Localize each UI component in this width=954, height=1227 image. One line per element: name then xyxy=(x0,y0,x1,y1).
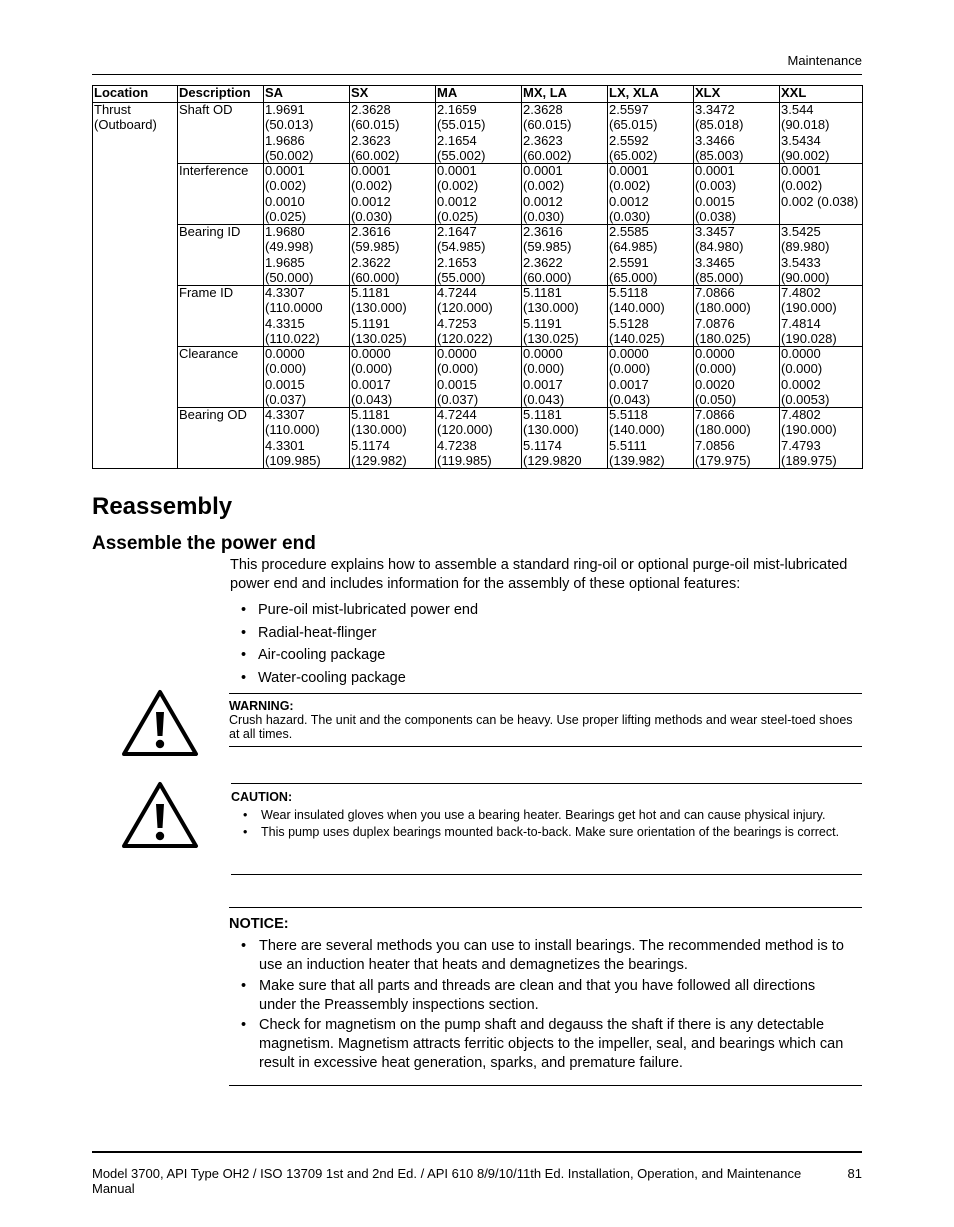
cell-value: 0.0001 xyxy=(265,163,305,178)
cell-value: 7.0876 xyxy=(695,316,735,331)
cell-value: 3.3457 xyxy=(695,224,735,239)
cell-value: (130.000) xyxy=(523,299,579,315)
cell-value: (60.015) xyxy=(351,116,400,132)
value-cell xyxy=(780,286,863,347)
cell-value: (190.000) xyxy=(781,299,837,315)
cell-value: 0.0001 xyxy=(781,163,821,178)
cell-value: 4.3307 xyxy=(265,285,305,300)
value-cell xyxy=(780,225,863,286)
value-cell xyxy=(350,103,436,164)
cell-value: 7.4802 xyxy=(781,407,821,422)
cell-value: (190.028) xyxy=(781,330,837,346)
cell-value: (64.985) xyxy=(609,238,658,254)
cell-value: (0.043) xyxy=(523,391,565,407)
footer-divider xyxy=(92,1151,862,1153)
caution-list xyxy=(231,808,862,839)
cell-value: (130.025) xyxy=(523,330,579,346)
cell-value: 5.5118 xyxy=(609,407,648,422)
cell-value: 3.3465 xyxy=(695,255,735,270)
cell-value: 0.0002 xyxy=(781,377,821,392)
cell-value: 0.0000 xyxy=(437,346,477,361)
cell-value: 2.1659 xyxy=(437,102,477,117)
warning-box xyxy=(229,693,862,747)
cell-value: (110.022) xyxy=(265,330,320,346)
notice-list xyxy=(229,937,862,1073)
list-item: • Water-cooling package xyxy=(230,669,850,688)
cell-value: (120.000) xyxy=(437,299,493,315)
value-cell xyxy=(350,347,436,408)
cell-value: 0.0000 xyxy=(781,346,821,361)
cell-value: 1.9686 xyxy=(265,133,305,148)
cell-value: (54.985) xyxy=(437,238,486,254)
cell-value: (89.980) xyxy=(781,238,830,254)
cell-value: 0.0000 xyxy=(265,346,305,361)
value-cell xyxy=(608,347,694,408)
cell-value: 2.3628 xyxy=(523,102,563,117)
cell-value: 0.0000 xyxy=(695,346,735,361)
cell-value: 2.5591 xyxy=(609,255,649,270)
cell-value: 0.0000 xyxy=(609,346,649,361)
cell-value: (50.013) xyxy=(265,116,314,132)
cell-value: 3.5433 xyxy=(781,255,821,270)
column-header: XXL xyxy=(780,86,863,103)
cell-value: 2.5597 xyxy=(609,102,649,117)
value-cell xyxy=(608,286,694,347)
cell-value: 4.3315 xyxy=(265,316,305,331)
cell-value: (0.002) xyxy=(351,177,393,193)
cell-value: 1.9680 xyxy=(265,224,305,239)
location-text: Thrust xyxy=(94,102,131,117)
value-cell xyxy=(436,347,522,408)
cell-value: 0.0001 xyxy=(437,163,477,178)
cell-value: (0.000) xyxy=(351,360,393,376)
cell-value: (50.002) xyxy=(265,147,314,163)
cell-value: 2.3623 xyxy=(351,133,391,148)
cell-value: (130.000) xyxy=(523,421,579,437)
feature-list xyxy=(230,601,850,688)
cell-value: (0.000) xyxy=(265,360,307,376)
cell-value: (0.043) xyxy=(351,391,393,407)
cell-value: (0.000) xyxy=(781,360,823,376)
cell-value: (0.037) xyxy=(437,391,479,407)
description-cell: Clearance xyxy=(178,347,264,408)
table-header-row xyxy=(93,86,863,103)
value-cell xyxy=(350,225,436,286)
page-number: 81 xyxy=(847,1166,862,1181)
value-cell xyxy=(436,164,522,225)
caution-triangle-icon xyxy=(121,780,199,849)
list-item: • This pump uses duplex bearings mounted back-to-back. Make sure orientation of the bearings is correct. xyxy=(231,825,862,839)
list-item: • Radial-heat-flinger xyxy=(230,624,850,643)
value-cell xyxy=(436,103,522,164)
cell-value: (59.985) xyxy=(351,238,400,254)
location-text: (Outboard) xyxy=(94,116,157,132)
value-cell xyxy=(436,286,522,347)
cell-value: (0.000) xyxy=(609,360,651,376)
cell-value: 4.7244 xyxy=(437,407,477,422)
bearing-fits-table xyxy=(92,85,863,469)
cell-value: (85.000) xyxy=(695,269,744,285)
cell-value: 0.0000 xyxy=(523,346,563,361)
cell-value: 4.7253 xyxy=(437,316,477,331)
cell-value: 3.5425 xyxy=(781,224,821,239)
cell-value: 0.0017 xyxy=(523,377,563,392)
cell-value: (180.025) xyxy=(695,330,751,346)
cell-value: (129.9820 xyxy=(523,452,582,468)
value-cell xyxy=(436,225,522,286)
cell-value: (0.030) xyxy=(351,208,393,224)
cell-value: 5.1191 xyxy=(351,316,390,331)
value-cell xyxy=(694,286,780,347)
cell-value: 5.1181 xyxy=(523,285,562,300)
column-header: SX xyxy=(350,86,436,103)
cell-value: 4.3307 xyxy=(265,407,305,422)
header-divider xyxy=(92,74,862,75)
value-cell xyxy=(264,408,350,469)
cell-value: (110.000) xyxy=(265,421,320,437)
cell-value: 1.9691 xyxy=(265,102,305,117)
description-cell: Bearing ID xyxy=(178,225,264,286)
cell-value: (0.000) xyxy=(523,360,565,376)
cell-value: 4.7244 xyxy=(437,285,477,300)
value-cell xyxy=(522,408,608,469)
cell-value: 2.3622 xyxy=(523,255,563,270)
cell-value: 2.5585 xyxy=(609,224,649,239)
list-item: • Air-cooling package xyxy=(230,646,850,665)
cell-value: 5.5128 xyxy=(609,316,649,331)
cell-value: (140.000) xyxy=(609,299,665,315)
cell-value: (119.985) xyxy=(437,452,492,468)
cell-value: 1.9685 xyxy=(265,255,305,270)
cell-value: (65.015) xyxy=(609,116,658,132)
cell-value: (90.018) xyxy=(781,116,830,132)
value-cell xyxy=(608,408,694,469)
cell-value: 0.0017 xyxy=(351,377,391,392)
cell-value: 2.1653 xyxy=(437,255,477,270)
cell-value: (0.002) xyxy=(437,177,479,193)
cell-value: (55.002) xyxy=(437,147,486,163)
value-cell xyxy=(780,164,863,225)
cell-value: (120.022) xyxy=(437,330,493,346)
cell-value: (0.038) xyxy=(695,208,737,224)
cell-value: 5.5118 xyxy=(609,285,648,300)
notice-label: NOTICE: xyxy=(229,916,289,932)
intro-block xyxy=(230,556,850,691)
cell-value: (60.000) xyxy=(523,269,572,285)
cell-value: (0.030) xyxy=(523,208,565,224)
cell-value: (0.000) xyxy=(437,360,479,376)
intro-paragraph: This procedure explains how to assemble a standard ring-oil or optional purge-oil mist-lubricated power end and includes information for the assembly of these optional features: xyxy=(230,557,848,592)
column-header: Location xyxy=(93,86,178,103)
cell-value: (120.000) xyxy=(437,421,493,437)
cell-value: (85.018) xyxy=(695,116,744,132)
cell-value: 0.0010 xyxy=(265,194,305,209)
cell-value: (0.030) xyxy=(609,208,651,224)
column-header: XLX xyxy=(694,86,780,103)
cell-value: (189.975) xyxy=(781,452,837,468)
cell-value: (0.025) xyxy=(265,208,307,224)
cell-value: (130.025) xyxy=(351,330,407,346)
cell-value: (180.000) xyxy=(695,421,751,437)
value-cell xyxy=(694,408,780,469)
table-row xyxy=(93,164,863,225)
value-cell xyxy=(608,164,694,225)
cell-value: (190.000) xyxy=(781,421,837,437)
cell-value: (0.0053) xyxy=(781,391,830,407)
cell-value: (90.002) xyxy=(781,147,830,163)
cell-value: 0.0015 xyxy=(265,377,305,392)
cell-value: (55.000) xyxy=(437,269,486,285)
value-cell xyxy=(522,347,608,408)
cell-value: 5.1181 xyxy=(523,407,562,422)
cell-value: 0.0012 xyxy=(609,194,649,209)
column-header: LX, XLA xyxy=(608,86,694,103)
cell-value: 5.1174 xyxy=(523,438,562,453)
cell-value: 0.0015 xyxy=(437,377,477,392)
cell-value: (0.003) xyxy=(695,177,737,193)
table-row xyxy=(93,225,863,286)
column-header: Description xyxy=(178,86,264,103)
cell-value: (84.980) xyxy=(695,238,744,254)
description-cell: Interference xyxy=(178,164,264,225)
value-cell xyxy=(264,164,350,225)
cell-value: (65.002) xyxy=(609,147,658,163)
cell-value: 3.544 xyxy=(781,102,814,117)
cell-value: (85.003) xyxy=(695,147,744,163)
list-item: • There are several methods you can use to install bearings. The recommended method is to use an induction heater that heats and demagnetizes the bearings. xyxy=(229,937,862,975)
cell-value: (140.000) xyxy=(609,421,665,437)
cell-value: (0.043) xyxy=(609,391,651,407)
footer-title: Model 3700, API Type OH2 / ISO 13709 1st and 2nd Ed. / API 610 8/9/10/11th Ed. Installation, Operation, and Maintenance Manual xyxy=(92,1166,802,1196)
value-cell xyxy=(780,408,863,469)
location-cell xyxy=(93,103,178,469)
cell-value: (55.015) xyxy=(437,116,486,132)
cell-value: (65.000) xyxy=(609,269,658,285)
cell-value: (109.985) xyxy=(265,452,321,468)
column-header: SA xyxy=(264,86,350,103)
value-cell xyxy=(264,347,350,408)
cell-value: 0.0012 xyxy=(437,194,477,209)
notice-box xyxy=(229,907,862,1086)
cell-value: (0.050) xyxy=(695,391,737,407)
value-cell xyxy=(522,103,608,164)
cell-value: 3.3466 xyxy=(695,133,735,148)
description-cell: Bearing OD xyxy=(178,408,264,469)
cell-value: (179.975) xyxy=(695,452,751,468)
cell-value: 2.1647 xyxy=(437,224,477,239)
cell-value: (0.002) xyxy=(609,177,651,193)
value-cell xyxy=(780,103,863,164)
cell-value: (0.002) xyxy=(781,177,823,193)
value-cell xyxy=(694,103,780,164)
cell-value: 2.3628 xyxy=(351,102,391,117)
cell-value: 7.4793 xyxy=(781,438,821,453)
cell-value: 5.1191 xyxy=(523,316,562,331)
table-row xyxy=(93,408,863,469)
cell-value: (60.002) xyxy=(523,147,572,163)
subsection-title: Assemble the power end xyxy=(92,533,316,554)
cell-value: (130.000) xyxy=(351,421,407,437)
cell-value: (110.0000 xyxy=(265,299,323,315)
cell-value: (0.002) xyxy=(523,177,565,193)
cell-value: 2.3623 xyxy=(523,133,563,148)
cell-value: 7.0866 xyxy=(695,407,735,422)
value-cell xyxy=(608,103,694,164)
cell-value: (180.000) xyxy=(695,299,751,315)
cell-value: (139.982) xyxy=(609,452,665,468)
warning-text: Crush hazard. The unit and the components can be heavy. Use proper lifting methods and wear steel-toed shoes at all times. xyxy=(229,713,853,741)
value-cell xyxy=(694,164,780,225)
caution-label: CAUTION: xyxy=(231,790,293,804)
cell-value: (0.025) xyxy=(437,208,479,224)
cell-value: 5.1181 xyxy=(351,407,390,422)
table-row xyxy=(93,286,863,347)
caution-box xyxy=(231,783,862,875)
cell-value: 2.3616 xyxy=(351,224,391,239)
value-cell xyxy=(780,347,863,408)
cell-value: 2.5592 xyxy=(609,133,649,148)
cell-value: 0.0001 xyxy=(695,163,735,178)
cell-value: (49.998) xyxy=(265,238,314,254)
warning-triangle-icon xyxy=(121,688,199,757)
section-title: Reassembly xyxy=(92,493,233,520)
warning-label: WARNING: xyxy=(229,699,294,713)
value-cell xyxy=(522,225,608,286)
cell-value: 7.4814 xyxy=(781,316,821,331)
list-item: • Pure-oil mist-lubricated power end xyxy=(230,601,850,620)
value-cell xyxy=(264,103,350,164)
cell-value: 3.3472 xyxy=(695,102,735,117)
value-cell xyxy=(522,164,608,225)
cell-value: (0.037) xyxy=(265,391,307,407)
description-cell: Shaft OD xyxy=(178,103,264,164)
cell-value: 0.0001 xyxy=(609,163,649,178)
value-cell xyxy=(694,225,780,286)
cell-value: (60.000) xyxy=(351,269,400,285)
cell-value: (50.000) xyxy=(265,269,314,285)
cell-value: 0.0001 xyxy=(351,163,391,178)
table-row xyxy=(93,103,863,164)
cell-value: 0.0000 xyxy=(351,346,391,361)
value-cell xyxy=(350,286,436,347)
value-cell xyxy=(350,164,436,225)
table-row xyxy=(93,347,863,408)
value-cell xyxy=(694,347,780,408)
cell-value: (60.002) xyxy=(351,147,400,163)
cell-value: (0.002) xyxy=(265,177,307,193)
value-cell xyxy=(264,225,350,286)
cell-value: (0.000) xyxy=(695,360,737,376)
value-cell xyxy=(522,286,608,347)
cell-value: 2.3616 xyxy=(523,224,563,239)
value-cell xyxy=(608,225,694,286)
cell-value: 0.002 (0.038) xyxy=(781,194,859,209)
cell-value: 0.0017 xyxy=(609,377,649,392)
column-header: MX, LA xyxy=(522,86,608,103)
cell-value: 2.3622 xyxy=(351,255,391,270)
cell-value: 5.1181 xyxy=(351,285,390,300)
cell-value: 7.0856 xyxy=(695,438,735,453)
running-header-section: Maintenance xyxy=(787,53,862,68)
cell-value: (60.015) xyxy=(523,116,572,132)
cell-value: 7.0866 xyxy=(695,285,735,300)
cell-value: (90.000) xyxy=(781,269,830,285)
list-item: • Wear insulated gloves when you use a bearing heater. Bearings get hot and can cause physical injury. xyxy=(231,808,862,822)
cell-value: 5.1174 xyxy=(351,438,390,453)
cell-value: 4.7238 xyxy=(437,438,477,453)
cell-value: (59.985) xyxy=(523,238,572,254)
cell-value: 4.3301 xyxy=(265,438,305,453)
cell-value: 0.0012 xyxy=(523,194,563,209)
cell-value: (129.982) xyxy=(351,452,407,468)
value-cell xyxy=(350,408,436,469)
cell-value: (140.025) xyxy=(609,330,665,346)
value-cell xyxy=(436,408,522,469)
list-item: • Make sure that all parts and threads are clean and that you have followed all directions under the Preassembly inspections section. xyxy=(229,977,862,1015)
cell-value: 0.0020 xyxy=(695,377,735,392)
cell-value: 2.1654 xyxy=(437,133,477,148)
cell-value: 0.0015 xyxy=(695,194,735,209)
list-item: • Check for magnetism on the pump shaft and degauss the shaft if there is any detectable magnetism. Magnetism attracts ferritic objects to the impeller, seal, and bearings which can result in excessive heat generation, sparks, and premature failure. xyxy=(229,1016,862,1073)
cell-value: 7.4802 xyxy=(781,285,821,300)
description-cell: Frame ID xyxy=(178,286,264,347)
value-cell xyxy=(264,286,350,347)
cell-value: 0.0001 xyxy=(523,163,563,178)
cell-value: 5.5111 xyxy=(609,438,647,453)
cell-value: (130.000) xyxy=(351,299,407,315)
cell-value: 3.5434 xyxy=(781,133,821,148)
cell-value: 0.0012 xyxy=(351,194,391,209)
column-header: MA xyxy=(436,86,522,103)
